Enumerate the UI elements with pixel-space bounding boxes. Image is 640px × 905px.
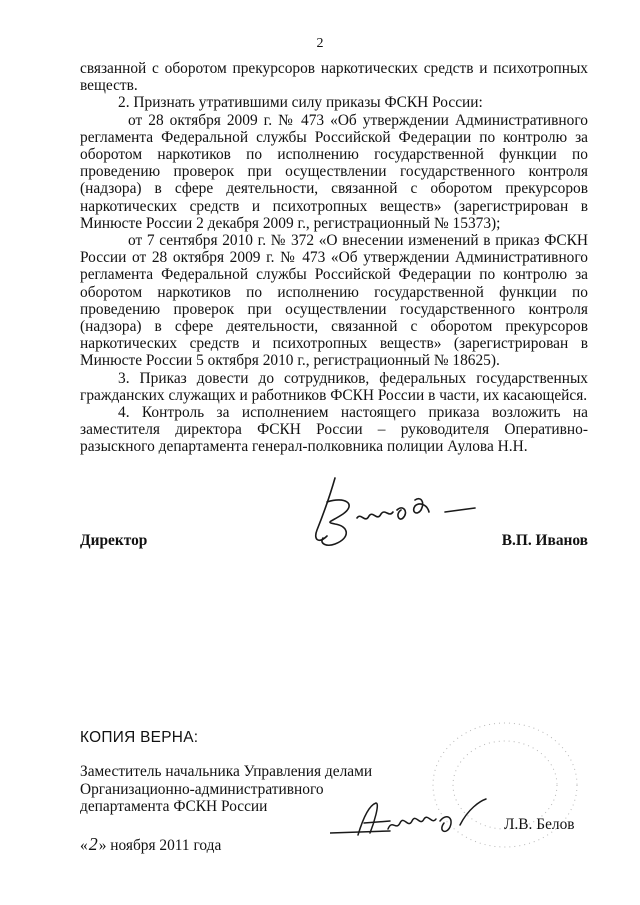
copy-certified-title: КОПИЯ ВЕРНА: [80, 729, 199, 746]
copy-position-line: Организационно-административного [80, 780, 324, 798]
date-day: 2 [88, 834, 98, 854]
director-handwritten-signature [305, 472, 480, 552]
paragraph-order-372: от 7 сентября 2010 г. № 372 «О внесении изменений в приказ ФСКН России от 28 октября 2009 г. № 473 «Об утверждении Административного регламента Федеральной службы Российской Федерации по контролю за оборотом наркотиков по исполнению государственной функции по проведению проверок при осуществлении государственного контроля (надзора) в сфере деятельности, связанной с оборотом прекурсоров наркотических средств и психотропных веществ» (зарегистрирован в Минюсте России 5 октября 2010 г., регистрационный № 18625). [80, 232, 588, 370]
copy-handwritten-signature [330, 795, 500, 845]
copy-position-line: Заместитель начальника Управления делами [80, 763, 373, 780]
date-month-year: » ноября 2011 года [98, 837, 222, 854]
copy-position-line: департамента ФСКН России [80, 798, 268, 815]
paragraph-item-4: 4. Контроль за исполнением настоящего приказа возложить на заместителя директора ФСКН России – руководителя Оперативно-разыскного департамента генерал-полковника полиции Аулова Н.Н. [80, 404, 588, 456]
paragraph-continuation: связанной с оборотом прекурсоров наркотических средств и психотропных веществ. [80, 60, 588, 95]
copy-date [80, 834, 221, 855]
page-number: 2 [316, 36, 324, 51]
paragraph-item-3: 3. Приказ довести до сотрудников, федеральных государственных гражданских служащих и работников ФСКН России в части, их касающейся. [80, 369, 588, 404]
signature-block [80, 472, 588, 562]
copy-signer-name: Л.В. Белов [504, 816, 575, 833]
paragraph-item-2: 2. Признать утратившими силу приказы ФСКН России: [118, 94, 483, 112]
date-open-quote: « [80, 837, 88, 854]
document-body [80, 60, 588, 456]
director-position: Директор [80, 532, 148, 549]
director-name: В.П. Иванов [501, 532, 588, 549]
paragraph-order-473: от 28 октября 2009 г. № 473 «Об утверждении Административного регламента Федеральной службы Российской Федерации по контролю за оборотом наркотиков по исполнению государственной функции по проведению проверок при осуществлении государственного контроля (надзора) в сфере деятельности, связанной с оборотом прекурсоров наркотических средств и психотропных веществ» (зарегистрирован в Минюсте России 2 декабря 2009 г., регистрационный № 15373); [80, 111, 588, 232]
